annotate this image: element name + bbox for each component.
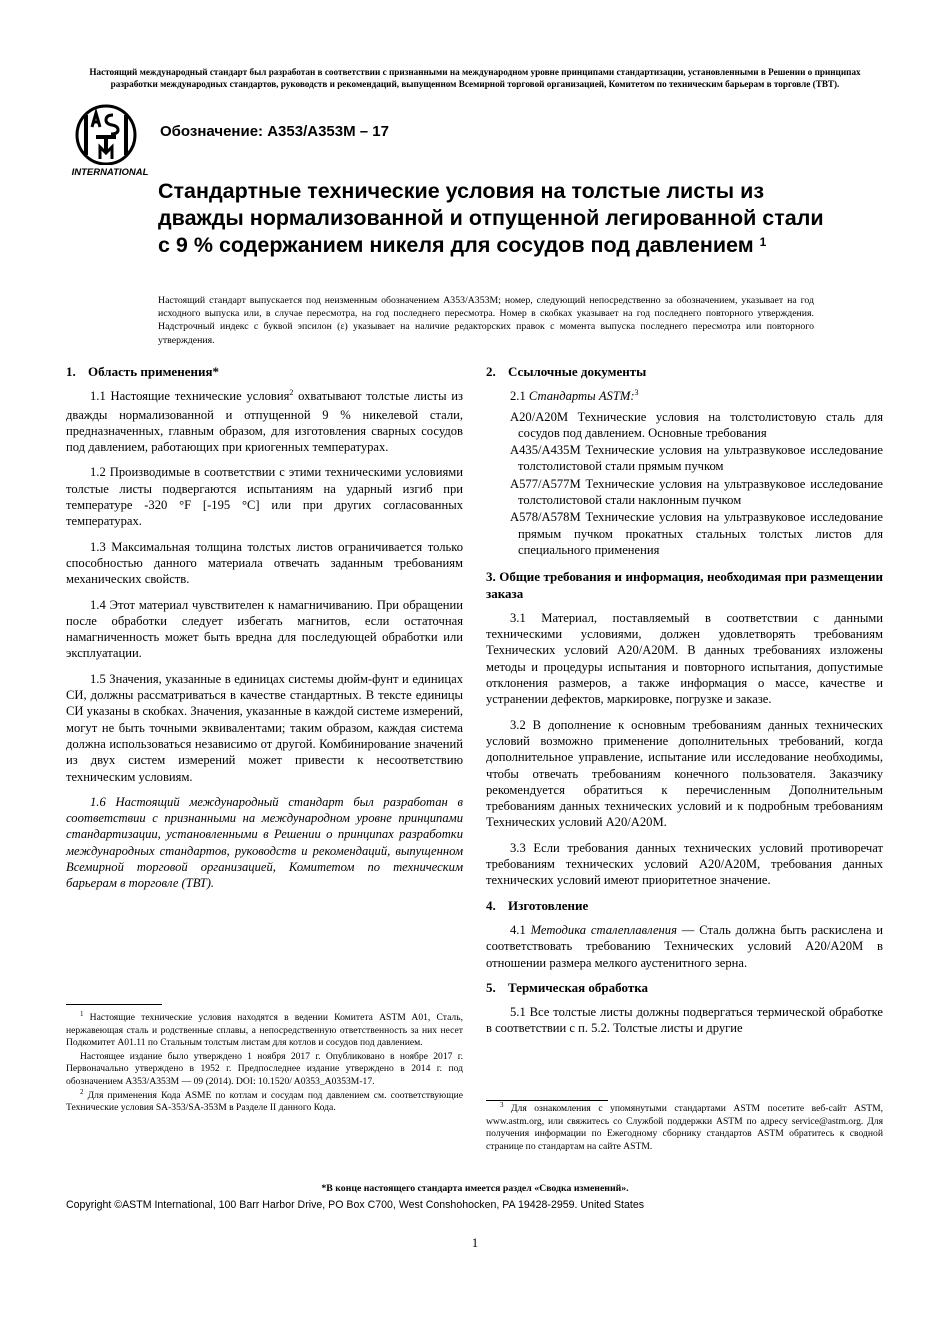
section-number: 5. — [486, 979, 496, 995]
section-heading — [66, 364, 463, 380]
section-title: Изготовление — [508, 897, 589, 913]
reference-item: A577/A577M Технические условия на ультразвуковое исследование толстолистовой стали наклонным пучком — [510, 476, 883, 508]
paragraph-4-1 — [486, 922, 883, 971]
footnote-mark: 2 — [80, 1087, 84, 1096]
footnote-text: Для применения Кода ASME по котлам и сосудам под давлением см. соответствующие Технические условия SA-353/SA-353M в Разделе II данного Кода. — [66, 1089, 463, 1114]
footnotes-left — [66, 1012, 463, 1116]
section-heading: 3. Общие требования и информация, необходимая при размещении заказа — [486, 569, 883, 601]
footnote-ref-2: 2 — [289, 388, 294, 398]
footnote-mark: 3 — [500, 1101, 504, 1109]
sub-number: 2.1 — [510, 389, 529, 404]
paragraph-3-2: 3.2 В дополнение к основным требованиям данных технических условий возможно применение дополнительных требований, когда дополнительное управление, испытание или исследование необходимы, чтобы отвечать требованиям конечного пользователя. Заказчику рекомендуется обратиться к перечисленным Дополнительным требованиям данных технических условий и к подробным требованиям Технических условий A20/A20M. — [486, 717, 883, 830]
section-title: Ссылочные документы — [508, 364, 647, 379]
sub-label: Стандарты ASTM: — [528, 389, 635, 404]
preface-note: Настоящий стандарт выпускается под неизменным обозначением A353/A353M; номер, следующий непосредственно за обозначением, указывает на год исходного выпуска или, в случае пересмотра, на год последнего пересмотра. Номер в скобках указывает на год последнего повторного утверждения. Надстрочный индекс с буквой эпсилон (ε) указывает на наличие редакторских правок с момента выпуска последнего пересмотра или повторного утверждения. — [158, 295, 814, 346]
paragraph-1-6: 1.6 Настоящий международный стандарт был разработан в соответствии с признанными на международном уровне принципами стандартизации, установленными в Решении о принципах разработки международных стандартов, руководств и рекомендаций, выпущенном Всемирной торговой организацией, Комитетом по техническим барьерам в торговле (ТВТ). — [66, 794, 463, 891]
footnote-1 — [66, 1012, 463, 1050]
paragraph-1-1 — [66, 388, 463, 455]
footnote-ref-3: 3 — [634, 388, 639, 398]
page-number: 1 — [471, 1236, 479, 1250]
subsection-2-1 — [486, 388, 883, 406]
footnote-text: Настоящее издание было утверждено 1 ноября 2017 г. Опубликовано в ноябре 2017 г. Первоначально утверждено в 1952 г. Предпоследнее издание утверждено в 2014 г. под обозначением A353/A353M — 09 (2014). DOI: 10.1520/ A0353_A0353M-17. — [66, 1050, 463, 1087]
footnote-3 — [486, 1103, 883, 1153]
astm-logo — [66, 103, 154, 179]
footnote-text: Настоящие технические условия находятся в ведении Комитета ASTM A01, Сталь, нержавеющая сталь и родственные сплавы, а непосредственную ответственность за них несет Подкомитет A01.11 по Стальным толстым листам для котлов и сосудов под давлением. — [66, 1012, 463, 1049]
footnote-mark: 1 — [80, 1010, 84, 1018]
logo-text: INTERNATIONAL — [71, 167, 149, 178]
footnotes-right — [486, 1103, 883, 1154]
copyright-line: Copyright ©ASTM International, 100 Barr Harbor Drive, PO Box C700, West Conshohocken, PA 19428-2959. United States — [66, 1199, 645, 1211]
section-heading — [486, 364, 883, 380]
paragraph-1-5: 1.5 Значения, указанные в единицах системы дюйм-фунт и единицах СИ, должны рассматриваться в качестве стандартных. В тексте единицы СИ указаны в скобках. Значения, указанные в каждой системе измерений, могут не быть точными эквивалентами; таким образом, каждая система должна использоваться независимо от другой. Комбинирование значений из двух систем измерений может привести к несоответствию техническим условиям. — [66, 671, 464, 784]
document-title — [158, 178, 838, 262]
section-heading — [486, 898, 883, 914]
section-number: 2. — [486, 364, 496, 379]
footnote-divider-right — [486, 1100, 608, 1101]
footnote-text: Для ознакомления с упомянутыми стандартами ASTM посетите веб-сайт ASTM, www.astm.org, или свяжитесь со Службой поддержки ASTM по адресу service@astm.org. Для получения информации по Ежегодному сборнику стандартов ASTM обратитесь к сводной странице по стандартам на сайте ASTM. — [486, 1103, 883, 1152]
left-column — [66, 364, 463, 901]
section-number: 4. — [486, 897, 496, 913]
paragraph-1-2: 1.2 Производимые в соответствии с этими техническими условиями толстые листы подвергаются испытаниям на ударный изгиб при температуре -320 °F [-195 °C] или при других согласованных температурах. — [66, 465, 463, 529]
p1-1-start: 1.1 Настоящие технические условия — [90, 389, 290, 404]
footnote-edition — [66, 1051, 463, 1089]
footnote-divider-left — [66, 1004, 162, 1005]
reference-item: A20/A20M Технические условия на толстолистовую сталь для сосудов под давлением. Основные требования — [510, 409, 883, 440]
paragraph-1-4: 1.4 Этот материал чувствителен к намагничиванию. При обращении после обработки следует избегать магнитов, если остаточная намагниченность может быть вредна для последующей обработки или эксплуатации. — [66, 597, 463, 661]
paragraph-5-1: 5.1 Все толстые листы должны подвергаться термической обработке в соответствии с п. 5.2. Толстые листы и другие — [486, 1005, 883, 1036]
reference-item: A435/A435M Технические условия на ультразвуковое исследование толстолистовой стали прямым пучком — [510, 443, 883, 474]
reference-item: A578/A578M Технические условия на ультразвуковое исследование прямым пучком прокатных стальных толстых листов для специального применения — [510, 510, 883, 557]
section-title: Область применения* — [88, 364, 219, 379]
p4-1-text: — Сталь должна быть раскислена и соответствовать требованию Технических условий A20/A20M в отношении размера мелкого аустенитного зерна. — [486, 922, 883, 970]
section-number: 1. — [66, 364, 76, 379]
paragraph-3-1: 3.1 Материал, поставляемый в соответствии с данными техническими условиями, должен удовлетворять требованиям Технических условий A20/A20M. В данных требованиях изложены методы и процедуры испытания и повторного испытания, допустимые отклонения размеров, а также информация о массе, качестве и устранении дефектов, маркировке, погрузке и заказе. — [486, 610, 883, 707]
summary-of-changes-note: *В конце настоящего стандарта имеется раздел «Сводка изменений». — [321, 1183, 629, 1194]
p4-1-label: Методика сталеплавления — [530, 922, 677, 937]
designation: Обозначение: A353/A353M – 17 — [160, 123, 389, 140]
reference-list — [486, 409, 883, 559]
section-heading — [486, 980, 883, 996]
right-column — [486, 364, 883, 1046]
title-text: Стандартные технические условия на толстые листы из дважды нормализованной и отпущенной легированной стали с 9 % содержанием никеля для сосудов под давлением — [158, 179, 824, 257]
astm-logo-icon — [66, 103, 154, 179]
paragraph-1-3: 1.3 Максимальная толщина толстых листов ограничивается только способностью данного материала отвечать заданным требованиям механических свойств. — [66, 539, 463, 587]
p1-1-end: охватывают толстые листы из дважды нормализованной и отпущенной 9 % никелевой стали, предназначенных, главным образом, для изготовления сварных сосудов под давлением, работающих при криогенных температурах. — [66, 389, 463, 455]
paragraph-3-3: 3.3 Если требования данных технических условий противоречат требованиям технических условий A20/A20M, требования данных технических условий имеют приоритетное значение. — [486, 840, 883, 888]
section-title: Термическая обработка — [508, 979, 648, 995]
header-note: Настоящий международный стандарт был разработан в соответствии с признанными на международном уровне принципами стандартизации, установленными в Решении о принципах разработки международных стандартов, руководств и рекомендаций, выпущенном Всемирной торговой организацией, Комитетом по техническим барьерам в торговле (ТВТ). — [89, 67, 861, 89]
p4-1-number: 4.1 — [510, 922, 531, 937]
title-footnote-mark: 1 — [759, 235, 767, 249]
footnote-2 — [66, 1087, 463, 1115]
